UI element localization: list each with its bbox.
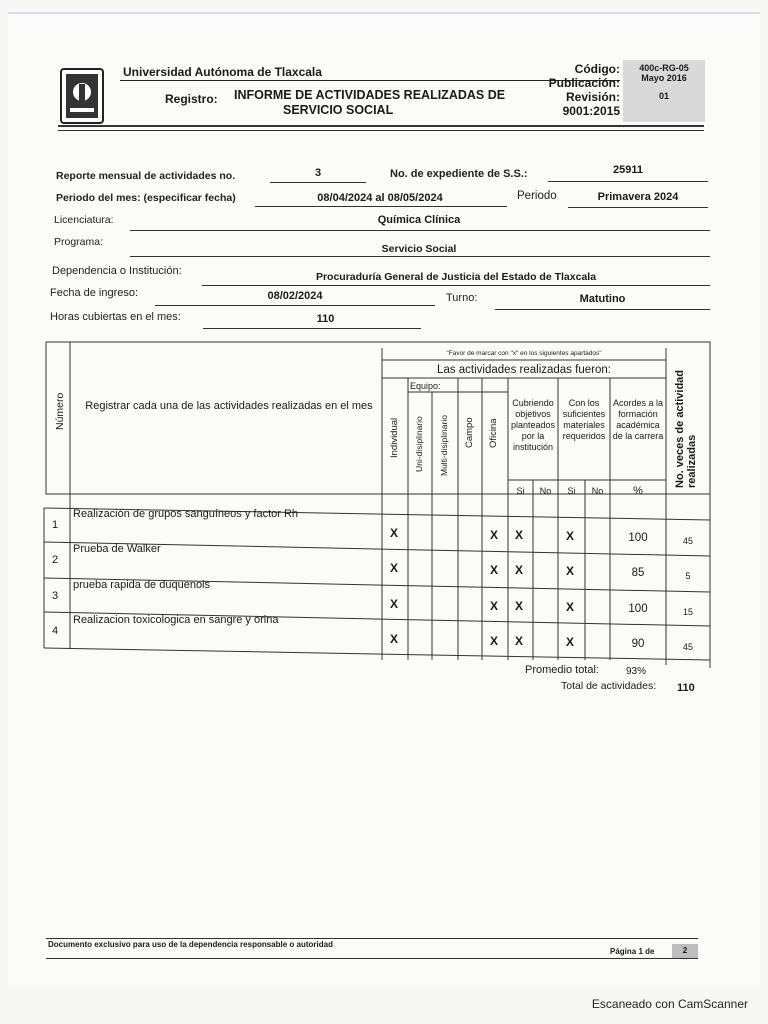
expediente-label: No. de expediente de S.S.: [390,168,528,180]
licenciatura-value: Química Clínica [377,214,461,226]
multi-header: Multi-disiplinario [439,415,449,476]
cubriendo-si-mark: X [515,599,524,613]
licenciatura-label: Licenciatura: [54,214,114,226]
oficina-mark: X [490,634,499,648]
oficina-mark: X [490,528,499,542]
publicacion-value: Mayo 2016 [641,73,687,83]
cubriendo-header: Cubriendo objetivos planteados por la institución [510,398,556,452]
fecha-ingreso-label: Fecha de ingreso: [50,287,139,299]
individual-mark: X [390,526,399,540]
horas-label: Horas cubiertas en el mes: [50,311,181,323]
dependencia-value: Procuraduría General de Justicia del Estado de Tlaxcala [315,271,597,283]
percentage-value: 100 [628,532,648,544]
percentage-value: 100 [628,603,648,615]
uni-header: Uni-disiplinario [414,416,424,472]
conlos-si-mark: X [566,529,575,543]
reporte-value: 3 [314,167,322,179]
individual-mark: X [390,597,399,611]
oficina-mark: X [490,599,499,613]
cub-si-header: Si [516,486,525,496]
activity-description: prueba rapida de duquenois [73,579,211,591]
cubriendo-si-mark: X [515,634,524,648]
page-total: 2 [672,944,698,958]
cubriendo-si-mark: X [515,563,524,577]
registrar-header: Registrar cada una de las actividades realizadas en el mes [85,400,373,412]
codigo-value: 400c-RG-05 [639,63,689,73]
periodo-mes-label: Periodo del mes: (especificar fecha) [56,192,236,204]
dependencia-label: Dependencia o Institución: [52,265,182,277]
registro-label: Registro: [165,92,218,106]
acordes-header: Acordes a la formación académica de la carrera [612,398,664,441]
programa-value: Servicio Social [381,243,457,255]
percentage-value: 90 [631,638,645,650]
veces-header: No. veces de actividad realizadas [674,370,698,488]
percentage-value: 85 [631,567,645,579]
fecha-ingreso-value: 08/02/2024 [267,290,323,302]
camscanner-watermark: Escaneado con CamScanner [591,997,748,1011]
individual-mark: X [390,632,399,646]
individual-mark: X [390,561,399,575]
row-number: 3 [52,590,59,602]
veces-value: 5 [685,571,691,581]
university-name: Universidad Autónoma de Tlaxcala [123,65,322,79]
conlos-si-mark: X [566,600,575,614]
page-label: Página 1 de [610,947,655,956]
veces-value: 45 [682,642,693,652]
footer-rule-bottom [46,958,698,959]
favor-note: "Favor de marcar con "x" en los siguientes apartados" [446,350,602,357]
periodo-mes-value: 08/04/2024 al 08/05/2024 [317,192,443,204]
con-si-header: Si [567,486,576,496]
conlos-si-mark: X [566,635,575,649]
equipo-header: Equipo: [410,381,441,391]
oficina-mark: X [490,563,499,577]
row-number: 4 [52,625,59,637]
row-number: 1 [52,519,59,531]
promedio-label: Promedio total: [525,664,599,676]
horas-value: 110 [316,313,335,325]
veces-value: 15 [682,607,693,617]
individual-header: Individual [389,417,400,458]
cubriendo-si-mark: X [515,528,524,542]
revision-value: 01 [658,91,669,101]
periodo-label: Periodo [517,190,557,202]
footer-note: Documento exclusivo para uso de la dependencia responsable o autoridad [48,940,333,949]
turno-value: Matutino [579,293,626,305]
programa-label: Programa: [54,236,104,248]
activity-description: Realizacion toxicologica en sangre y orina [73,614,279,626]
cub-no-header: No [539,486,552,496]
total-value: 110 [677,682,695,694]
footer-rule [46,938,698,939]
row-number: 2 [52,554,59,566]
conlos-header: Con los suficientes materiales requeridos [562,398,606,441]
periodo-value: Primavera 2024 [597,191,679,203]
report-title-line2: SERVICIO SOCIAL [283,103,394,117]
conlos-si-mark: X [566,564,575,578]
veces-value: 45 [682,536,693,546]
turno-label: Turno: [446,292,478,304]
meta-labels: Código: Publicación: Revisión: 9001:2015 [548,62,620,118]
activity-description: Prueba de Walker [73,543,161,555]
activity-description: Realización de grupos sanguíneos y factor Rh [73,508,299,520]
expediente-value: 25911 [613,164,643,176]
con-no-header: No [591,486,604,496]
reporte-label: Reporte mensual de actividades no. [56,170,236,182]
oficina-header: Oficina [488,418,499,448]
report-title-line1: INFORME DE ACTIVIDADES REALIZADAS DE [234,88,506,102]
numero-header: Número [54,392,66,430]
total-label: Total de actividades: [561,680,657,692]
pct-header: % [633,485,643,497]
campo-header: Campo [464,417,475,448]
promedio-value: 93% [626,666,647,677]
actividades-header: Las actividades realizadas fueron: [437,364,611,376]
